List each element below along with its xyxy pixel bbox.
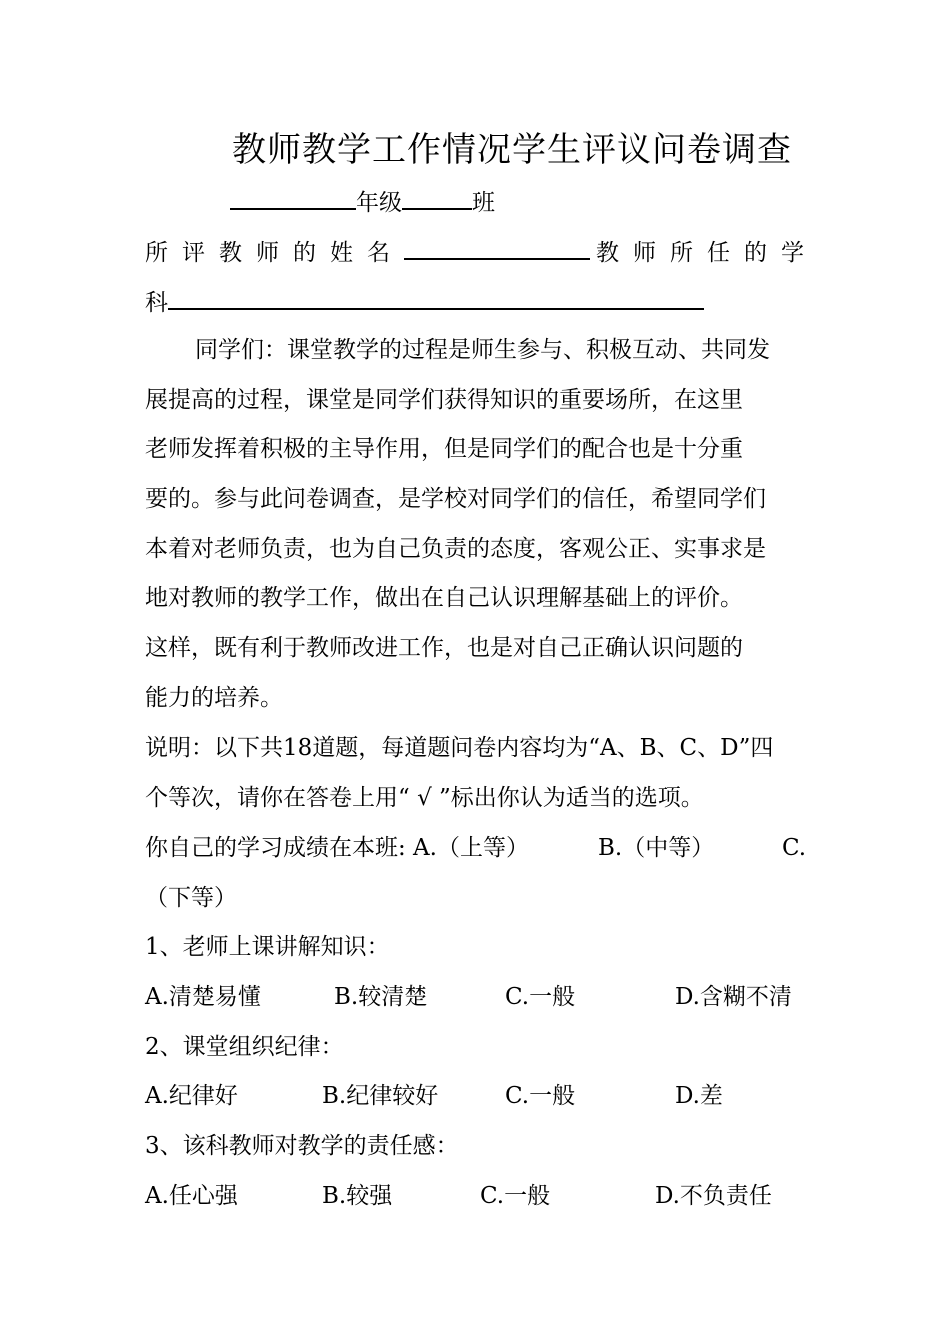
self-grade-question: 你自己的学习成绩在本班: A.（上等） — [145, 835, 529, 861]
note-line: 说明：以下共18道题，每道题问卷内容均为“A、B、C、D”四 — [145, 735, 774, 761]
option-d[interactable]: D.差 — [675, 1083, 723, 1109]
option-c[interactable]: C.一般 — [505, 1083, 576, 1109]
subject-line — [145, 284, 704, 319]
option-c[interactable]: C.一般 — [505, 984, 576, 1010]
grade-blank[interactable] — [230, 184, 356, 210]
self-grade-option-c-cont: （下等） — [145, 885, 237, 911]
option-b[interactable]: B.较清楚 — [334, 984, 428, 1010]
intro-line: 展提高的过程，课堂是同学们获得知识的重要场所，在这里 — [145, 387, 743, 413]
intro-line: 这样，既有利于教师改进工作，也是对自己正确认识问题的 — [145, 635, 743, 661]
class-blank[interactable] — [402, 184, 472, 210]
grade-label: 年级 — [356, 190, 402, 216]
teacher-name-line — [145, 234, 818, 269]
intro-line: 本着对老师负责，也为自己负责的态度，客观公正、实事求是 — [145, 536, 766, 562]
intro-line: 老师发挥着积极的主导作用，但是同学们的配合也是十分重 — [145, 436, 743, 462]
teacher-name-blank[interactable] — [404, 234, 590, 260]
subject-blank[interactable] — [168, 284, 704, 310]
self-grade-option-c[interactable]: C. — [782, 835, 807, 861]
self-grade-option-b[interactable]: B.（中等） — [598, 835, 715, 861]
teacher-name-label: 所评教师的姓名 — [145, 240, 404, 266]
question-text: 3、该科教师对教学的责任感： — [145, 1133, 459, 1159]
option-a[interactable]: A.纪律好 — [145, 1083, 238, 1109]
grade-class-line — [230, 184, 495, 219]
subject-label: 教师所任的学 — [596, 240, 818, 266]
question-text: 1、老师上课讲解知识： — [145, 934, 390, 960]
question-text: 2、课堂组织纪律： — [145, 1034, 344, 1060]
option-b[interactable]: B.较强 — [322, 1183, 393, 1209]
option-a[interactable]: A.任心强 — [145, 1183, 238, 1209]
intro-line: 能力的培养。 — [145, 685, 283, 711]
subject-label-cont: 科 — [145, 290, 168, 316]
option-d[interactable]: D.不负责任 — [655, 1183, 772, 1209]
intro-line: 同学们：课堂教学的过程是师生参与、积极互动、共同发 — [195, 337, 770, 363]
intro-line: 地对教师的教学工作，做出在自己认识理解基础上的评价。 — [145, 585, 743, 611]
class-label: 班 — [472, 190, 495, 216]
note-line: 个等次，请你在答卷上用“ √ ”标出你认为适当的选项。 — [145, 785, 704, 811]
option-a[interactable]: A.清楚易懂 — [145, 984, 261, 1010]
option-d[interactable]: D.含糊不清 — [675, 984, 792, 1010]
intro-line: 要的。参与此问卷调查，是学校对同学们的信任，希望同学们 — [145, 486, 766, 512]
option-c[interactable]: C.一般 — [480, 1183, 551, 1209]
option-b[interactable]: B.纪律较好 — [322, 1083, 439, 1109]
page-title: 教师教学工作情况学生评议问卷调查 — [232, 130, 792, 170]
